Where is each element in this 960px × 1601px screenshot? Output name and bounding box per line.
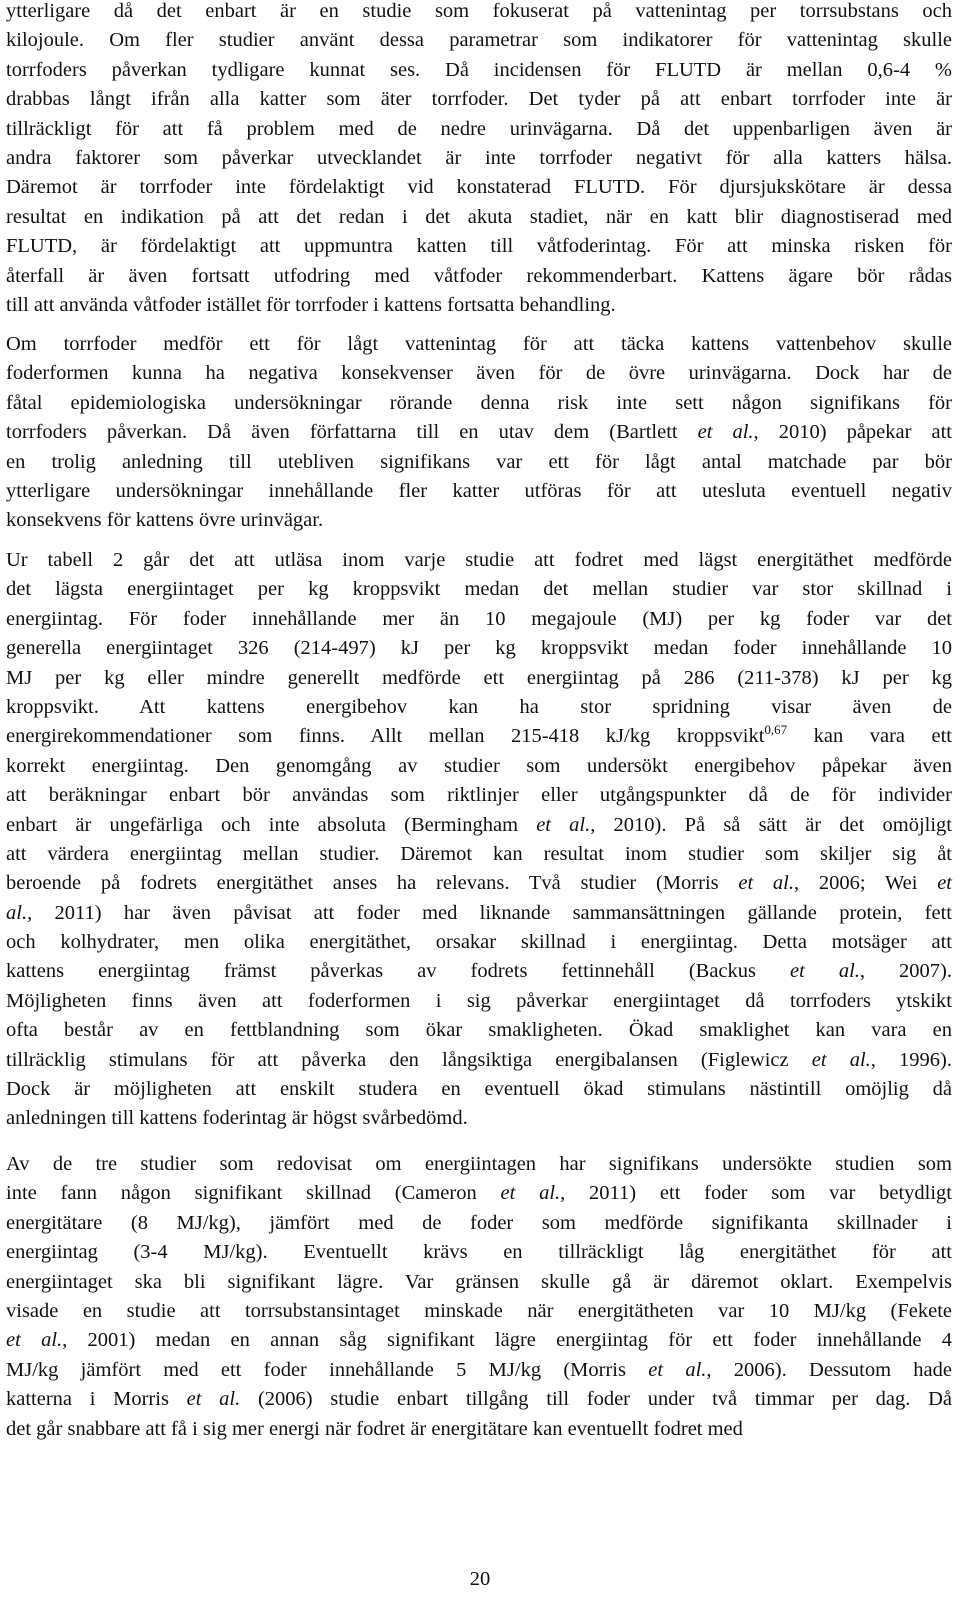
text-line: energiintag (3-4 MJ/kg). Eventuellt krävs en tillräckligt låg energitäthet för att — [6, 1241, 952, 1264]
text-line: Däremot är torrfoder inte fördelaktigt vid konstaterad FLUTD. För djursjukskötare är dessa — [6, 176, 952, 199]
text-line: Dock är möjligheten att enskilt studera en eventuell ökad stimulans nästintill omöjlig då — [6, 1078, 952, 1101]
page-number: 20 — [469, 1568, 491, 1590]
text-line: konsekvens för kattens övre urinvägar. — [6, 509, 324, 532]
text-line: till att använda våtfoder istället för torrfoder i kattens fortsatta behandling. — [6, 293, 616, 316]
text-line: energirekommendationer som finns. Allt mellan 215-418 kJ/kg kroppsvikt$^{0,67}$ kan vara ett — [6, 722, 952, 748]
text-line: energitätare (8 MJ/kg), jämfört med de foder som medförde signifikanta skillnader i — [6, 1211, 952, 1234]
paragraph-3 — [6, 546, 952, 1134]
text-line: torrfoders påverkan tydligare kunnat ses. Då incidensen för FLUTD är mellan 0,6-4 % — [6, 58, 952, 81]
text-line: tillräckligt för att få problem med de nedre urinvägarna. Då det uppenbarligen även är — [6, 117, 952, 140]
text-line: beroende på fodrets energitäthet anses ha relevans. Två studier (Morris et al., 2006; Wei et — [6, 872, 952, 895]
text-line: visade en studie att torrsubstansintaget minskade när energitätheten var 10 MJ/kg (Fekete — [6, 1299, 952, 1322]
text-line: generella energiintaget 326 (214-497) kJ per kg kroppsvikt medan foder innehållande 10 — [6, 637, 952, 660]
text-line: drabbas långt ifrån alla katter som äter torrfoder. Det tyder på att enbart torrfoder inte är — [6, 88, 952, 111]
text-line: Möjligheten finns även att foderformen i sig påverkar energiintaget då torrfoders ytskikt — [6, 989, 952, 1012]
text-line: al., 2011) har även påvisat att foder med liknande sammansättningen gällande protein, fett — [6, 901, 952, 924]
text-line: att värdera energiintag mellan studier. Däremot kan resultat inom studier som skiljer sig åt — [6, 842, 952, 865]
text-line: resultat en indikation på att det redan i det akuta stadiet, när en katt blir diagnostiserad med — [6, 205, 952, 228]
text-line: anledningen till kattens foderintag är högst svårbedömd. — [6, 1107, 468, 1130]
text-line: Ur tabell 2 går det att utläsa inom varje studie att fodret med lägst energitäthet medförde — [6, 549, 952, 571]
text-line: MJ/kg jämfört med ett foder innehållande 5 MJ/kg (Morris et al., 2006). Dessutom hade — [6, 1358, 952, 1381]
text-line: det går snabbare att få i sig mer energi när fodret är energitätare kan eventuellt fodret med — [6, 1417, 743, 1440]
text-line: återfall är även fortsatt utfodring med våtfoder rekommenderbart. Kattens ägare bör rådas — [6, 264, 952, 287]
text-line: ytterligare då det enbart är en studie som fokuserat på vattenintag per torrsubstans och — [6, 0, 952, 22]
text-line: inte fann någon signifikant skillnad (Cameron et al., 2011) ett foder som var betydligt — [6, 1182, 952, 1205]
text-line: torrfoders påverkan. Då även författarna till en utav dem (Bartlett et al., 2010) påpekar att — [6, 421, 952, 444]
text-line: Av de tre studier som redovisat om energiintagen har signifikans undersökte studien som — [6, 1153, 952, 1175]
text-line: kroppsvikt. Att kattens energibehov kan ha stor spridning visar även de — [6, 695, 952, 718]
text-line: Om torrfoder medför ett för lågt vattenintag för att täcka kattens vattenbehov skulle — [6, 333, 952, 355]
text-line: katterna i Morris et al. (2006) studie enbart tillgång till foder under två timmar per dag. Då — [6, 1388, 952, 1411]
text-line: det lägsta energiintaget per kg kroppsvikt medan det mellan studier var stor skillnad i — [6, 578, 952, 601]
text-line: enbart är ungefärliga och inte absoluta (Bermingham et al., 2010). På så sätt är det omöjligt — [6, 813, 952, 836]
text-line: FLUTD, är fördelaktigt att uppmuntra katten till våtfoderintag. För att minska risken för — [6, 235, 952, 258]
paragraph-4 — [6, 1150, 952, 1444]
text-line: ofta består av en fettblandning som ökar smakligheten. Ökad smaklighet kan vara en — [6, 1019, 952, 1042]
paragraph-2 — [6, 330, 952, 536]
paragraph-1 — [6, 0, 952, 320]
text-line: att beräkningar enbart bör användas som riktlinjer eller utgångspunkter då de för individer — [6, 784, 952, 807]
text-line: kilojoule. Om fler studier använt dessa parametrar som indikatorer för vattenintag skulle — [6, 29, 952, 52]
text-line: en trolig anledning till utebliven signifikans var ett för lågt antal matchade par bör — [6, 450, 952, 473]
text-line: et al., 2001) medan en annan såg signifikant lägre energiintag för ett foder innehållande 4 — [6, 1329, 952, 1352]
text-line: andra faktorer som påverkar utvecklandet är inte torrfoder negativt för alla katters hälsa. — [6, 146, 952, 169]
text-line: ytterligare undersökningar innehållande fler katter utföras för att utesluta eventuell negativ — [6, 479, 952, 502]
text-line: foderformen kunna ha negativa konsekvenser även för de övre urinvägarna. Dock har de — [6, 362, 952, 385]
text-line: tillräcklig stimulans för att påverka den långsiktiga energibalansen (Figlewicz et al., 1996). — [6, 1048, 953, 1071]
text-line: kattens energiintag främst påverkas av fodrets fettinnehåll (Backus et al., 2007). — [6, 960, 953, 983]
text-line: korrekt energiintag. Den genomgång av studier som undersökt energibehov påpekar även — [6, 754, 952, 777]
text-line: energiintag. För foder innehållande mer än 10 megajoule (MJ) per kg foder var det — [6, 607, 952, 630]
text-line: fåtal epidemiologiska undersökningar rörande denna risk inte sett någon signifikans för — [6, 391, 952, 414]
text-line: och kolhydrater, men olika energitäthet, orsakar skillnad i energiintag. Detta motsäger att — [6, 931, 952, 954]
text-line: MJ per kg eller mindre generellt medförde ett energiintag på 286 (211-378) kJ per kg — [6, 666, 952, 689]
text-line: energiintaget ska bli signifikant lägre. Var gränsen skulle gå är däremot oklart. Exempelvis — [6, 1270, 952, 1293]
